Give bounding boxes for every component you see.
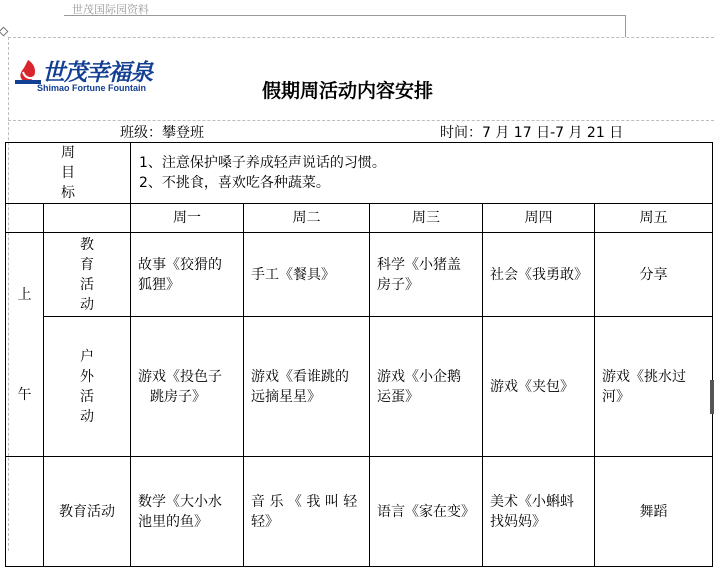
day-header: 周二: [244, 204, 370, 233]
corner-cell: [6, 204, 44, 233]
activity-cell: 分享: [595, 233, 713, 317]
activity-cell: 游戏《小企鹅 运蛋》: [370, 317, 483, 457]
outdoor-row: [6, 317, 713, 457]
corner-cell: [44, 204, 131, 233]
goals-row: [6, 143, 713, 204]
activity-cell: 舞蹈: [595, 457, 713, 567]
activity-cell: 手工《餐具》: [244, 233, 370, 317]
activity-cell: 美术《小蝌蚪 找妈妈》: [483, 457, 595, 567]
activity-cell: 科学《小猪盖 房子》: [370, 233, 483, 317]
education-row: [6, 233, 713, 317]
activity-cell: 音 乐 《 我 叫 轻 轻》: [244, 457, 370, 567]
logo: [13, 52, 152, 98]
outdoor-label: 户 外 活 动: [44, 317, 131, 457]
day-header: 周四: [483, 204, 595, 233]
activity-cell: 游戏《夹包》: [483, 317, 595, 457]
page-title: 假期周活动内容安排: [262, 80, 434, 102]
education2-row: [6, 457, 713, 567]
goals-label: 周 目 标: [6, 143, 131, 204]
education-label: 教 育 活 动: [44, 233, 131, 317]
goal-item: 1、注意保护嗓子养成轻声说话的习惯。: [139, 155, 386, 171]
days-header-row: [6, 204, 713, 233]
logo-english-text: Shimao Fortune Fountain: [37, 83, 146, 93]
activity-cell: 语言《家在变》: [370, 457, 483, 567]
divider: [8, 120, 714, 121]
day-header: 周三: [370, 204, 483, 233]
scrollbar-thumb[interactable]: [710, 380, 714, 414]
blank-cell: [6, 457, 44, 567]
move-handle-icon[interactable]: [0, 27, 8, 37]
goal-item: 2、不挑食，喜欢吃各种蔬菜。: [139, 175, 330, 191]
education2-label: 教育活动: [44, 457, 131, 567]
activity-cell: 游戏《看谁跳的 远摘星星》: [244, 317, 370, 457]
morning-label: 上 午: [6, 233, 44, 457]
day-header: 周一: [131, 204, 244, 233]
time-info: 时间：7 月 17 日-7 月 21 日: [440, 125, 624, 141]
header-rule: [64, 15, 626, 37]
logo-chinese-text: 世茂幸福泉: [42, 60, 152, 86]
activity-cell: 社会《我勇敢》: [483, 233, 595, 317]
activity-cell: 游戏《投色子 跳房子》: [131, 317, 244, 457]
header-watermark: 世茂国际园资料: [72, 3, 149, 16]
activity-cell: 数学《大小水 池里的鱼》: [131, 457, 244, 567]
class-info: 班级：攀登班: [120, 125, 204, 141]
activity-cell: 故事《狡猾的 狐狸》: [131, 233, 244, 317]
goals-content: [131, 143, 713, 204]
schedule-table: [5, 142, 713, 567]
activity-cell: 游戏《挑水过 河》: [595, 317, 713, 457]
day-header: 周五: [595, 204, 713, 233]
